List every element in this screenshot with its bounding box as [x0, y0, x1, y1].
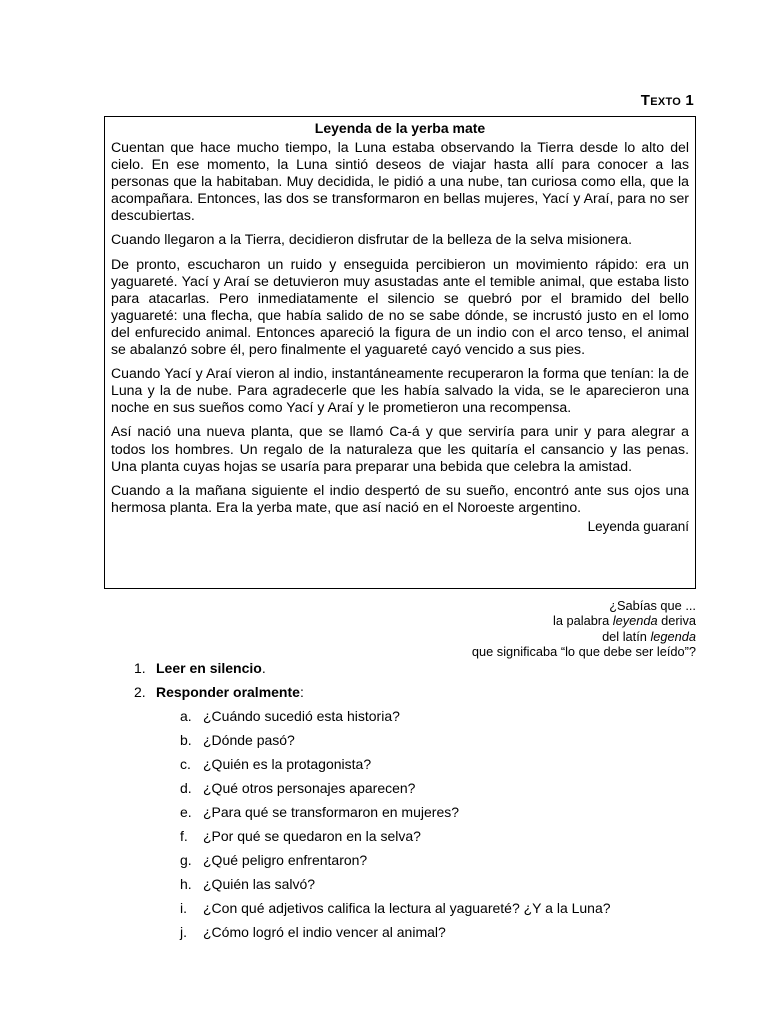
question-letter: c.	[180, 756, 191, 772]
question-text: ¿Dónde pasó?	[203, 732, 295, 748]
note-line	[472, 629, 696, 644]
question-letter: d.	[180, 780, 192, 796]
instruction-label: Leer en silencio	[156, 660, 262, 676]
note-text: la palabra	[552, 613, 613, 629]
note-line	[472, 613, 696, 628]
source-attribution: Leyenda guaraní	[587, 518, 689, 534]
note-emphasis: leyenda	[612, 613, 658, 629]
instruction-suffix: :	[299, 684, 304, 700]
question-letter: b.	[180, 732, 192, 748]
question-letter: j.	[180, 924, 187, 940]
question-text: ¿Quién las salvó?	[203, 876, 316, 892]
instruction-label: Responder oralmente	[156, 684, 300, 700]
question-text: ¿Qué otros personajes aparecen?	[203, 780, 416, 796]
note-line: que significaba “lo que debe ser leído”?	[471, 643, 696, 659]
question-text: ¿Por qué se quedaron en la selva?	[203, 828, 421, 844]
question-letter: e.	[180, 804, 192, 820]
text-number-label	[641, 92, 694, 109]
instruction-number: 2.	[134, 684, 146, 700]
label-number: 1	[685, 92, 694, 109]
question-letter: h.	[180, 876, 192, 892]
question-letter: i.	[180, 900, 187, 916]
question-text: ¿Cómo logró el indio vencer al animal?	[203, 924, 446, 940]
paragraph: Así nació una nueva planta, que se llamó Ca-á y que serviría para unir y para alegrar a todos los hombres. Un regalo de la naturaleza que les quitaría el cansancio y las penas. Una planta cuyas hojas se usaría para preparar una bebida que celebra la amistad.	[111, 423, 689, 474]
instruction-number: 1.	[134, 660, 146, 676]
label-rest: EXTO	[650, 96, 682, 108]
instruction-text	[156, 660, 266, 677]
label-initial: T	[640, 92, 651, 109]
paragraph: Cuando llegaron a la Tierra, decidieron disfrutar de la belleza de la selva misionera.	[111, 231, 632, 248]
paragraph: De pronto, escucharon un ruido y enseguida percibieron un movimiento rápido: era un yaguareté. Yací y Araí se detuvieron muy asustadas ante el temible animal, que estaba listo para atacarlas. Pero inmediatamente el silencio se quebró por el bramido del bello yaguareté: una flecha, que había salido de no se sabe dónde, se incrustó justo en el lomo del enfurecido animal. Entonces apareció la figura de un indio con el arco tenso, el animal se abalanzó sobre él, pero finalmente el yaguareté cayó vencido a sus pies.	[111, 255, 689, 358]
reading-title: Leyenda de la yerba mate	[314, 120, 486, 136]
instruction-suffix: .	[261, 660, 266, 676]
question-text: ¿Para qué se transformaron en mujeres?	[203, 804, 460, 820]
reading-box	[104, 116, 696, 589]
instruction-text	[156, 684, 304, 701]
note-text: deriva	[657, 613, 696, 629]
question-text: ¿Cuándo sucedió esta historia?	[203, 708, 400, 724]
question-letter: g.	[180, 852, 192, 868]
question-text: ¿Qué peligro enfrentaron?	[203, 852, 368, 868]
note-text: del latín	[602, 628, 651, 644]
paragraph: Cuentan que hace mucho tiempo, la Luna estaba observando la Tierra desde lo alto del cielo. En ese momento, la Luna sintió deseos de viajar hasta allí para conocer a las personas que la habitaban. Muy decidida, le pidió a una nube, tan curiosa como ella, que la acompañara. Entonces, las dos se transformaron en bellas mujeres, Yací y Araí, para no ser descubiertas.	[111, 139, 689, 224]
did-you-know-note	[472, 598, 696, 659]
question-text: ¿Con qué adjetivos califica la lectura al yaguareté? ¿Y a la Luna?	[203, 900, 611, 916]
question-text: ¿Quién es la protagonista?	[203, 756, 372, 772]
paragraph: Cuando a la mañana siguiente el indio despertó de su sueño, encontró ante sus ojos una hermosa planta. Era la yerba mate, que así nació en el Noroeste argentino.	[111, 481, 689, 515]
question-letter: f.	[180, 828, 188, 844]
note-line: ¿Sabías que ...	[609, 598, 696, 613]
paragraph: Cuando Yací y Araí vieron al indio, instantáneamente recuperaron la forma que tenían: la de Luna y la de nube. Para agradecerle que les había salvado la vida, se le aparecieron una noche en sus sueños como Yací y Araí y le prometieron una recompensa.	[111, 365, 689, 416]
note-emphasis: legenda	[650, 628, 696, 644]
question-letter: a.	[180, 708, 192, 724]
